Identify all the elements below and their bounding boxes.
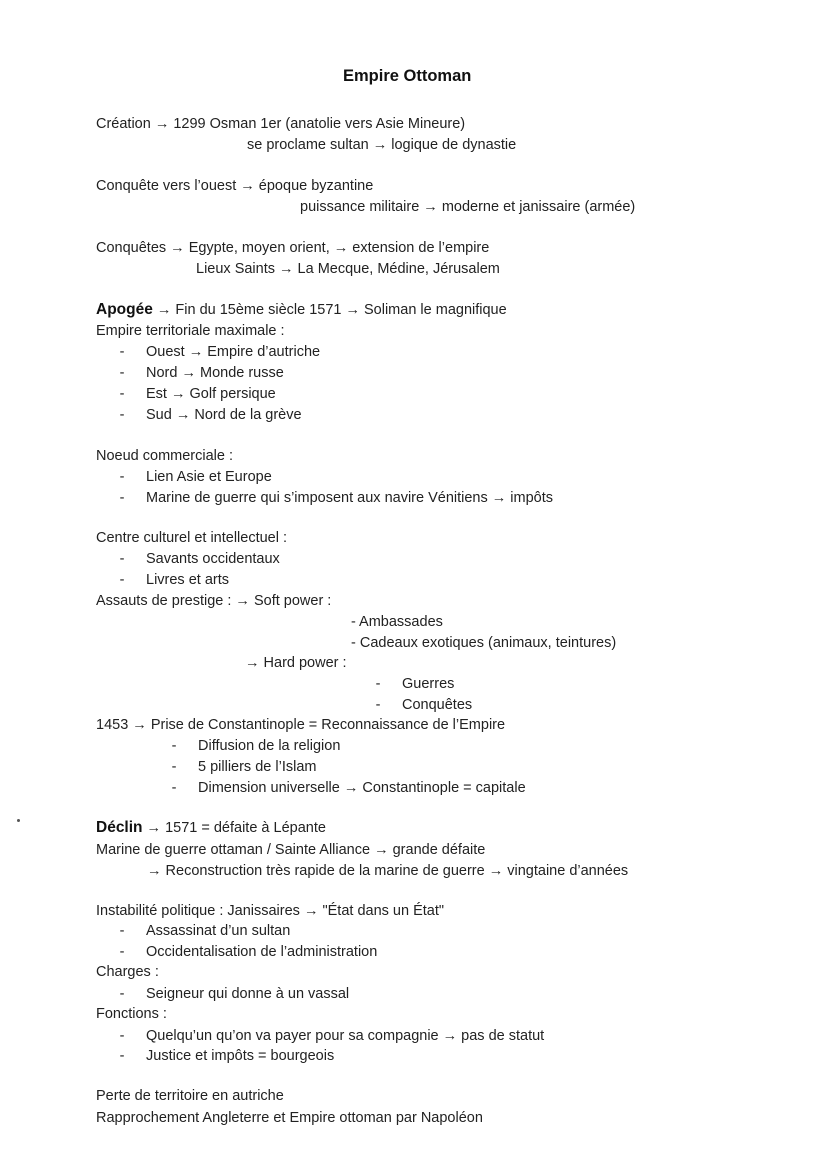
hard-power-item: Guerres (402, 676, 455, 692)
bullet-dash: - (119, 407, 125, 423)
conquete-ouest-line-1: Conquête vers l’ouest → époque byzantine (96, 178, 374, 194)
bullet-dash: - (119, 365, 125, 381)
declin-line-2: Marine de guerre ottaman / Sainte Alliance → grande défaite (96, 842, 486, 858)
bullet-dash: - (119, 386, 125, 402)
bullet-dash: - (171, 759, 177, 775)
declin-line-3: → Reconstruction très rapide de la marine de guerre → vingtaine d’années (147, 863, 629, 879)
bullet-dash: - (119, 469, 125, 485)
apogee-item: Est → Golf persique (146, 386, 276, 402)
bullet-dash: - (119, 572, 125, 588)
soft-power-item: - Ambassades (351, 614, 443, 630)
declin-text: → 1571 = défaite à Lépante (142, 820, 326, 836)
fonctions-item: Quelqu’un qu’on va payer pour sa compagnie → pas de statut (146, 1028, 545, 1044)
instabilite-item: Assassinat d’un sultan (146, 923, 291, 939)
charges-item: Seigneur qui donne à un vassal (146, 986, 350, 1002)
apogee-heading (96, 301, 507, 319)
constantinople-item: Diffusion de la religion (198, 738, 341, 754)
bullet-dash: - (375, 697, 381, 713)
bullet-dash: - (119, 1028, 125, 1044)
creation-line-1: Création → 1299 Osman 1er (anatolie vers Asie Mineure) (96, 116, 466, 132)
centre-item: Livres et arts (146, 572, 229, 588)
instabilite-line: Instabilité politique : Janissaires → "État dans un État" (96, 903, 445, 919)
bullet-dash: - (119, 986, 125, 1002)
bullet-dash: - (119, 344, 125, 360)
scan-speck (17, 819, 20, 822)
noeud-item: Marine de guerre qui s’imposent aux navire Vénitiens → impôts (146, 490, 554, 506)
page-title: Empire Ottoman (343, 67, 472, 85)
hard-power-line: → Hard power : (245, 655, 347, 671)
soft-power-item: - Cadeaux exotiques (animaux, teintures) (351, 635, 617, 651)
apogee-item: Ouest → Empire d’autriche (146, 344, 321, 360)
declin-keyword: Déclin (96, 819, 143, 836)
charges-heading: Charges : (96, 964, 159, 980)
bullet-dash: - (171, 780, 177, 796)
apogee-text: → Fin du 15ème siècle 1571 → Soliman le magnifique (152, 302, 507, 318)
apogee-keyword: Apogée (96, 301, 153, 318)
centre-item: Savants occidentaux (146, 551, 280, 567)
fin-line-1: Perte de territoire en autriche (96, 1088, 284, 1104)
declin-heading (96, 819, 326, 837)
noeud-heading: Noeud commerciale : (96, 448, 233, 464)
bullet-dash: - (171, 738, 177, 754)
bullet-dash: - (119, 490, 125, 506)
fin-line-2: Rapprochement Angleterre et Empire ottoman par Napoléon (96, 1110, 483, 1126)
constantinople-item: Dimension universelle → Constantinople = capitale (198, 780, 526, 796)
bullet-dash: - (119, 551, 125, 567)
creation-line-2: se proclame sultan → logique de dynastie (247, 137, 517, 153)
bullet-dash: - (375, 676, 381, 692)
fonctions-item: Justice et impôts = bourgeois (146, 1048, 335, 1064)
bullet-dash: - (119, 944, 125, 960)
fonctions-heading: Fonctions : (96, 1006, 167, 1022)
apogee-subtitle: Empire territoriale maximale : (96, 323, 285, 339)
apogee-item: Sud → Nord de la grève (146, 407, 302, 423)
noeud-item: Lien Asie et Europe (146, 469, 272, 485)
constantinople-line: 1453 → Prise de Constantinople = Reconnaissance de l’Empire (96, 717, 506, 733)
constantinople-item: 5 pilliers de l’Islam (198, 759, 317, 775)
bullet-dash: - (119, 1048, 125, 1064)
apogee-item: Nord → Monde russe (146, 365, 284, 381)
conquetes-line-2: Lieux Saints → La Mecque, Médine, Jérusalem (196, 261, 500, 277)
instabilite-item: Occidentalisation de l’administration (146, 944, 378, 960)
hard-power-item: Conquêtes (402, 697, 473, 713)
conquetes-line-1: Conquêtes → Egypte, moyen orient, → extension de l’empire (96, 240, 490, 256)
centre-heading: Centre culturel et intellectuel : (96, 530, 288, 546)
conquete-ouest-line-2: puissance militaire → moderne et janissaire (armée) (300, 199, 636, 215)
bullet-dash: - (119, 923, 125, 939)
assauts-line: Assauts de prestige : → Soft power : (96, 593, 332, 609)
